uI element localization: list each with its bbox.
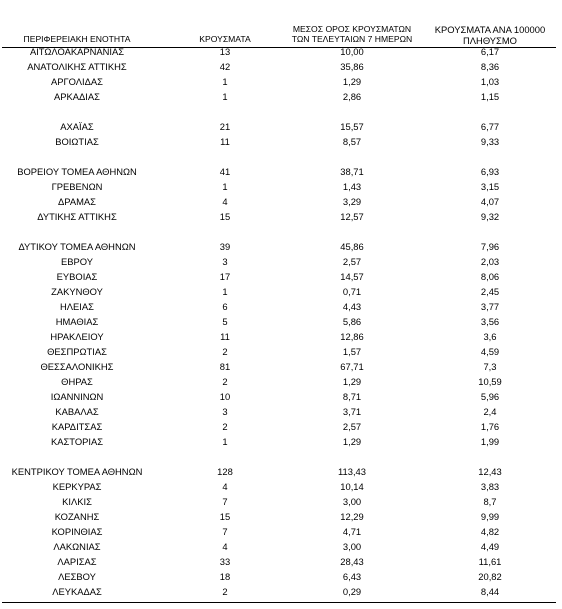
cell-avg7: 12,29 xyxy=(340,511,364,522)
cell-avg7: 15,57 xyxy=(340,121,364,132)
cell-per100k: 3,77 xyxy=(480,301,500,312)
cell-per100k: 3,15 xyxy=(480,181,500,192)
cell-per100k: 2,4 xyxy=(483,406,497,417)
cell-cases: 2 xyxy=(222,586,228,597)
cell-cases: 81 xyxy=(219,361,231,372)
cell-per100k: 6,93 xyxy=(480,166,500,177)
cell-cases: 13 xyxy=(219,46,231,57)
cell-avg7: 113,43 xyxy=(338,466,366,477)
cell-avg7: 6,43 xyxy=(342,571,362,582)
header-cases xyxy=(185,34,265,44)
cell-cases: 6 xyxy=(222,301,228,312)
cell-avg7: 8,57 xyxy=(342,136,362,147)
cell-region: ΚΕΝΤΡΙΚΟΥ ΤΟΜΕΑ ΑΘΗΝΩΝ xyxy=(11,466,143,477)
cell-avg7: 2,86 xyxy=(342,91,362,102)
cell-cases: 2 xyxy=(222,376,228,387)
header-region xyxy=(2,34,152,44)
cell-cases: 2 xyxy=(222,421,228,432)
cell-per100k: 2,03 xyxy=(480,256,500,267)
cell-per100k: 10,59 xyxy=(478,376,502,387)
cell-per100k: 4,59 xyxy=(480,346,500,357)
cell-per100k: 1,15 xyxy=(480,91,500,102)
cell-cases: 128 xyxy=(217,466,233,477)
cell-per100k: 12,43 xyxy=(478,466,502,477)
cell-per100k: 7,96 xyxy=(480,241,500,252)
cell-region: ΘΕΣΣΑΛΟΝΙΚΗΣ xyxy=(40,361,114,372)
cell-per100k: 8,7 xyxy=(483,496,497,507)
cell-region: ΔΥΤΙΚΟΥ ΤΟΜΕΑ ΑΘΗΝΩΝ xyxy=(18,241,136,252)
cell-cases: 17 xyxy=(219,271,231,282)
cell-avg7: 12,86 xyxy=(340,331,364,342)
cell-per100k: 8,36 xyxy=(480,61,500,72)
cell-per100k: 3,56 xyxy=(480,316,500,327)
cell-avg7: 0,29 xyxy=(342,586,362,597)
cell-avg7: 1,29 xyxy=(342,376,362,387)
cell-cases: 21 xyxy=(219,121,231,132)
cell-cases: 2 xyxy=(222,346,228,357)
cell-region: ΗΡΑΚΛΕΙΟΥ xyxy=(50,331,104,342)
cell-region: ΛΑΚΩΝΙΑΣ xyxy=(53,541,101,552)
cell-region: ΒΟΙΩΤΙΑΣ xyxy=(55,136,99,147)
cell-avg7: 8,71 xyxy=(342,391,362,402)
cell-cases: 1 xyxy=(222,181,228,192)
cell-cases: 15 xyxy=(219,211,231,222)
cell-cases: 3 xyxy=(222,256,228,267)
cell-per100k: 3,6 xyxy=(483,331,497,342)
cell-avg7: 14,57 xyxy=(340,271,364,282)
cell-cases: 4 xyxy=(222,541,228,552)
cell-per100k: 6,77 xyxy=(480,121,500,132)
cell-avg7: 4,43 xyxy=(342,301,362,312)
cell-region: ΔΥΤΙΚΗΣ ΑΤΤΙΚΗΣ xyxy=(37,211,117,222)
cell-cases: 1 xyxy=(222,76,228,87)
cell-per100k: 6,17 xyxy=(480,46,500,57)
cell-region: ΛΑΡΙΣΑΣ xyxy=(57,556,97,567)
cell-avg7: 38,71 xyxy=(340,166,364,177)
cell-region: ΑΙΤΩΛΟΑΚΑΡΝΑΝΙΑΣ xyxy=(29,46,125,57)
cell-avg7: 45,86 xyxy=(340,241,364,252)
cell-region: ΕΥΒΟΙΑΣ xyxy=(56,271,98,282)
cell-cases: 41 xyxy=(219,166,231,177)
table-bottom-divider xyxy=(2,602,556,603)
cell-per100k: 1,99 xyxy=(480,436,500,447)
cell-region: ΑΡΚΑΔΙΑΣ xyxy=(54,91,100,102)
cell-region: ΚΑΣΤΟΡΙΑΣ xyxy=(50,436,104,447)
cell-per100k: 11,61 xyxy=(478,556,502,567)
cell-cases: 33 xyxy=(219,556,231,567)
header-avg7-line2: ΤΩΝ ΤΕΛΕΥΤΑΙΩΝ 7 ΗΜΕΡΩΝ xyxy=(291,34,413,44)
cell-per100k: 9,33 xyxy=(480,136,500,147)
cell-per100k: 9,32 xyxy=(480,211,500,222)
cell-avg7: 2,57 xyxy=(342,256,362,267)
cell-per100k: 8,44 xyxy=(480,586,500,597)
cell-avg7: 0,71 xyxy=(342,286,362,297)
cell-region: ΖΑΚΥΝΘΟΥ xyxy=(51,286,103,297)
cell-region: ΚΑΡΔΙΤΣΑΣ xyxy=(51,421,103,432)
cell-avg7: 67,71 xyxy=(340,361,364,372)
cell-cases: 7 xyxy=(222,496,228,507)
cell-cases: 3 xyxy=(222,406,228,417)
cell-region: ΒΟΡΕΙΟΥ ΤΟΜΕΑ ΑΘΗΝΩΝ xyxy=(17,166,137,177)
cell-per100k: 2,45 xyxy=(480,286,500,297)
cell-per100k: 3,83 xyxy=(480,481,500,492)
cell-per100k: 20,82 xyxy=(478,571,502,582)
header-avg7 xyxy=(282,24,422,44)
cell-per100k: 4,07 xyxy=(480,196,500,207)
cell-region: ΔΡΑΜΑΣ xyxy=(58,196,96,207)
cell-region: ΚΑΒΑΛΑΣ xyxy=(55,406,99,417)
cell-per100k: 8,06 xyxy=(480,271,500,282)
cell-region: ΚΕΡΚΥΡΑΣ xyxy=(52,481,102,492)
header-per100k-line1: ΚΡΟΥΣΜΑΤΑ ΑΝΑ 100000 xyxy=(434,24,546,35)
cell-region: ΙΩΑΝΝΙΝΩΝ xyxy=(50,391,104,402)
cell-region: ΘΕΣΠΡΩΤΙΑΣ xyxy=(47,346,107,357)
cell-avg7: 4,71 xyxy=(342,526,362,537)
cell-avg7: 10,00 xyxy=(340,46,364,57)
cell-cases: 10 xyxy=(219,391,231,402)
cell-cases: 7 xyxy=(222,526,228,537)
cell-avg7: 3,00 xyxy=(342,496,362,507)
cell-cases: 1 xyxy=(222,286,228,297)
cell-cases: 4 xyxy=(222,196,228,207)
header-region-label: ΠΕΡΙΦΕΡΕΙΑΚΗ ΕΝΟΤΗΤΑ xyxy=(23,34,131,44)
cell-region: ΕΒΡΟΥ xyxy=(60,256,93,267)
cell-cases: 4 xyxy=(222,481,228,492)
cell-region: ΗΜΑΘΙΑΣ xyxy=(55,316,99,327)
cell-per100k: 4,82 xyxy=(480,526,500,537)
cell-avg7: 3,71 xyxy=(342,406,362,417)
cell-avg7: 5,86 xyxy=(342,316,362,327)
cell-per100k: 4,49 xyxy=(480,541,500,552)
header-cases-label: ΚΡΟΥΣΜΑΤΑ xyxy=(199,34,251,44)
cell-per100k: 1,03 xyxy=(480,76,500,87)
cell-avg7: 12,57 xyxy=(340,211,364,222)
cell-region: ΑΝΑΤΟΛΙΚΗΣ ΑΤΤΙΚΗΣ xyxy=(27,61,127,72)
cell-avg7: 28,43 xyxy=(340,556,364,567)
cell-cases: 1 xyxy=(222,91,228,102)
cell-avg7: 35,86 xyxy=(340,61,364,72)
cell-avg7: 1,57 xyxy=(342,346,362,357)
cell-avg7: 1,29 xyxy=(342,436,362,447)
cell-region: ΛΕΥΚΑΔΑΣ xyxy=(52,586,102,597)
cell-region: ΑΧΑΪΑΣ xyxy=(60,121,94,132)
cell-per100k: 1,76 xyxy=(480,421,500,432)
cell-region: ΘΗΡΑΣ xyxy=(61,376,93,387)
cell-region: ΗΛΕΙΑΣ xyxy=(60,301,94,312)
header-per100k xyxy=(425,24,555,46)
cell-region: ΚΟΖΑΝΗΣ xyxy=(54,511,100,522)
cell-region: ΓΡΕΒΕΝΩΝ xyxy=(51,181,103,192)
cell-cases: 5 xyxy=(222,316,228,327)
cell-cases: 39 xyxy=(219,241,231,252)
cell-per100k: 9,99 xyxy=(480,511,500,522)
cell-per100k: 5,96 xyxy=(480,391,500,402)
cell-avg7: 1,43 xyxy=(342,181,362,192)
cell-avg7: 2,57 xyxy=(342,421,362,432)
cell-region: ΚΙΛΚΙΣ xyxy=(62,496,92,507)
cell-avg7: 3,00 xyxy=(342,541,362,552)
cell-avg7: 10,14 xyxy=(340,481,364,492)
cell-region: ΑΡΓΟΛΙΔΑΣ xyxy=(51,76,103,87)
cell-cases: 18 xyxy=(219,571,231,582)
cell-cases: 1 xyxy=(222,436,228,447)
cell-region: ΛΕΣΒΟΥ xyxy=(58,571,96,582)
cell-avg7: 3,29 xyxy=(342,196,362,207)
cell-avg7: 1,29 xyxy=(342,76,362,87)
cell-per100k: 7,3 xyxy=(483,361,497,372)
cell-cases: 11 xyxy=(220,331,230,342)
cell-region: ΚΟΡΙΝΘΙΑΣ xyxy=(51,526,103,537)
header-avg7-line1: ΜΕΣΟΣ ΟΡΟΣ ΚΡΟΥΣΜΑΤΩΝ xyxy=(292,24,412,34)
cell-cases: 11 xyxy=(220,136,230,147)
cell-cases: 42 xyxy=(219,61,231,72)
header-per100k-line2: ΠΛΗΘΥΣΜΟ xyxy=(463,35,517,46)
cell-cases: 15 xyxy=(219,511,231,522)
